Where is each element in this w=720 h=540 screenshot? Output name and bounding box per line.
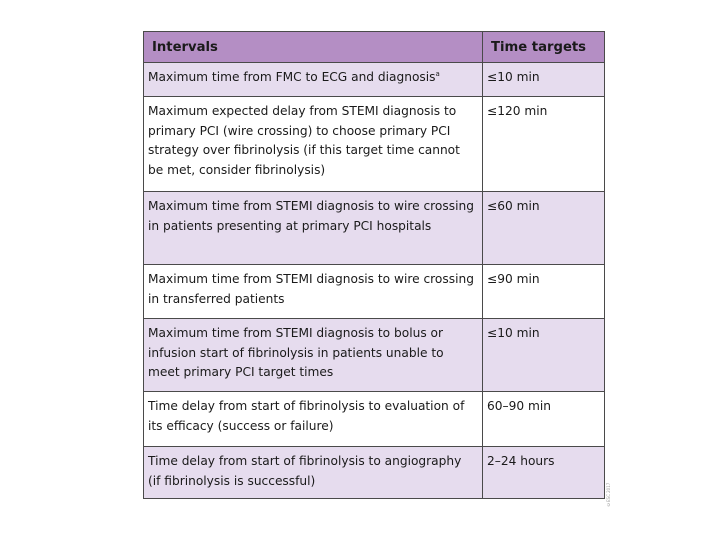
side-credit: ©ESC 2017	[606, 482, 611, 507]
interval-cell	[144, 63, 483, 97]
time-targets-table-container	[143, 31, 604, 499]
interval-cell: Maximum time from STEMI diagnosis to bolus or infusion start of fibrinolysis in patients unable to meet primary PCI target times	[144, 319, 483, 392]
target-cell: ≤10 min	[483, 63, 605, 97]
interval-cell: Time delay from start of fibrinolysis to evaluation of its efficacy (success or failure)	[144, 392, 483, 447]
header-row	[144, 32, 605, 63]
header-intervals: Intervals	[144, 32, 483, 63]
table-row	[144, 63, 605, 97]
target-cell: ≤120 min	[483, 97, 605, 192]
table-row	[144, 97, 605, 192]
target-cell: 2–24 hours	[483, 447, 605, 499]
interval-cell: Time delay from start of fibrinolysis to angiography (if fibrinolysis is successful)	[144, 447, 483, 499]
table-row	[144, 265, 605, 319]
interval-cell: Maximum expected delay from STEMI diagnosis to primary PCI (wire crossing) to choose primary PCI strategy over fibrinolysis (if this target time cannot be met, consider fibrinolysis)	[144, 97, 483, 192]
table-row	[144, 192, 605, 265]
interval-cell: Maximum time from STEMI diagnosis to wire crossing in patients presenting at primary PCI hospitals	[144, 192, 483, 265]
header-time-targets: Time targets	[483, 32, 605, 63]
table-row	[144, 392, 605, 447]
target-cell: ≤90 min	[483, 265, 605, 319]
time-targets-table	[143, 31, 605, 499]
table-row	[144, 447, 605, 499]
target-cell: 60–90 min	[483, 392, 605, 447]
footnote-marker: a	[435, 69, 440, 78]
interval-cell: Maximum time from STEMI diagnosis to wire crossing in transferred patients	[144, 265, 483, 319]
target-cell: ≤10 min	[483, 319, 605, 392]
table-row	[144, 319, 605, 392]
target-cell: ≤60 min	[483, 192, 605, 265]
interval-text: Maximum time from FMC to ECG and diagnosis	[148, 70, 436, 84]
